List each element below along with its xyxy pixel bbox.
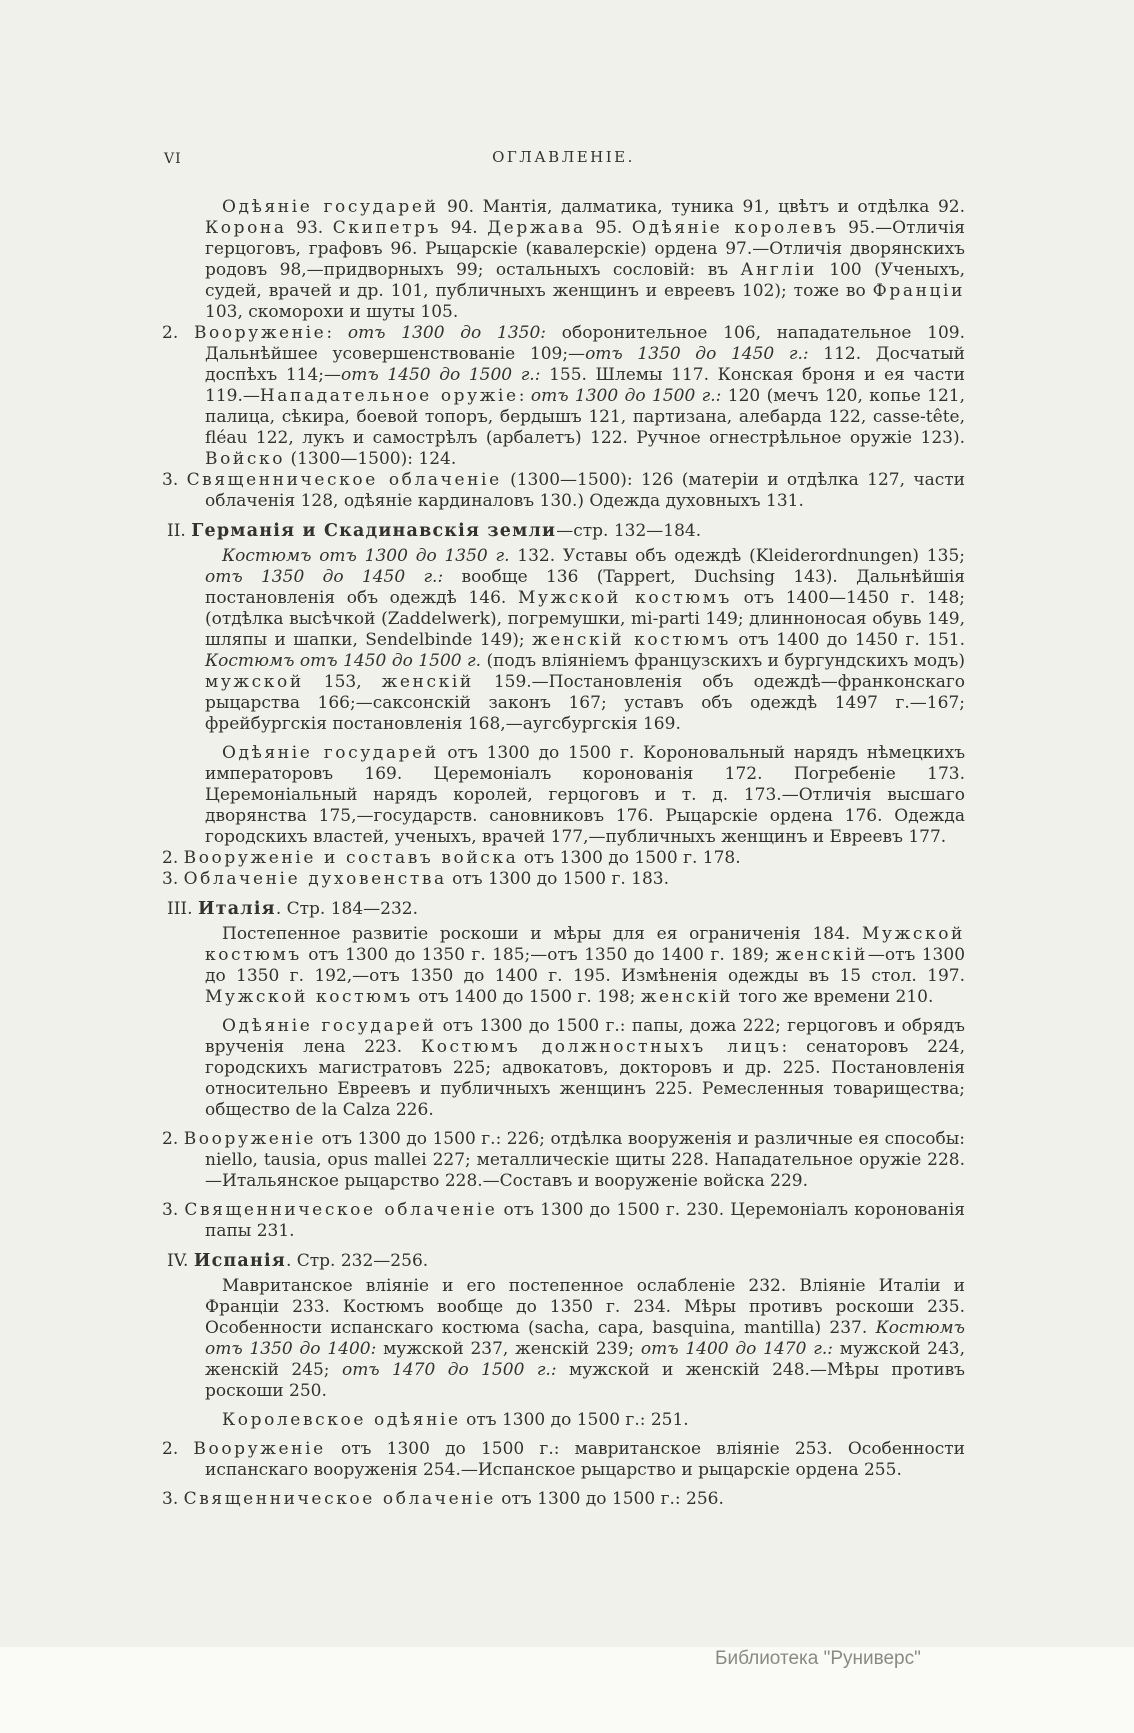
text-run: —стр. 132—184. (556, 521, 702, 541)
text-run: Мужской костюмъ (205, 924, 965, 965)
text-run: Одѣяніе государей (222, 1016, 437, 1036)
text-run: 3. (162, 470, 187, 490)
text-run: 103, скоморохи и шуты 105. (205, 302, 459, 322)
text-run: отъ 1300 до 1500 г.: 256. (495, 1489, 724, 1509)
text-run: Держава (487, 218, 586, 238)
text-run: 153, (303, 672, 382, 692)
text-run: отъ 1400—1450 г. 148; (отдѣлка высѣчкой (Zaddelwerk), погремушки, mi-parti 149; длинноносая обувь 149, шляпы и шапки, Sendelbinde 149); (205, 588, 965, 650)
text-run: Одѣяніе государей (222, 743, 439, 763)
section-germany (162, 521, 965, 542)
text-run: отъ 1300 до 1500 г.: 226; отдѣлка вооруженія и различные ея способы: niello, tausia, opus mallei 227; металлическіе щиты 228. Нападательное оружіе 228.—Итальянское рыцарство 228.—Составъ и вооруженіе войска 229. (205, 1129, 965, 1191)
text-run: Вооруженіе (193, 323, 327, 343)
text-run: Одѣяніе королевъ (631, 218, 839, 238)
text-run: Мужской костюмъ (205, 987, 413, 1007)
text-run: IV. (167, 1251, 194, 1271)
italy-costume-para (162, 924, 965, 1008)
text-run: 93. (286, 218, 333, 238)
text-run: отъ 1350 до 1450 г.: (585, 344, 809, 364)
text-run: : сенаторовъ 224, городскихъ магистратовъ 225; адвокатовъ, докторовъ и др. 225. Постановленія относительно Евреевъ и публичныхъ женщинъ 225. Ремесленныя товарищества; общество de la Calza 226. (205, 1037, 965, 1120)
text-run: вообще 136 (Tappert, Duchsing 143). Дальнѣйшія постановленія объ одеждѣ 146. (205, 567, 966, 608)
text-run: Франціи (872, 281, 965, 301)
text-run: : (518, 386, 531, 406)
text-run: 94. (441, 218, 488, 238)
text-run: 3. (162, 1489, 184, 1509)
text-run: отъ 1470 до 1500 г.: (341, 1360, 557, 1380)
text-run: мужской 243, женскій 245; (205, 1339, 965, 1380)
text-run: отъ 1300 до 1500 г. 183. (446, 869, 670, 889)
text-run: . Стр. 184—232. (275, 899, 419, 919)
text-run: отъ 1300 до 1500 г. Короновальный нарядъ нѣмецкихъ императоровъ 169. Церемоніалъ коронованія 172. Погребеніе 173. Церемоніальный нарядъ королей, герцоговъ и т. д. 173.—Отличія высшаго дворянства 175,—государств. сановниковъ 176. Рыцарскіе ордена 176. Одежда городскихъ властей, ученыхъ, врачей 177,—публичныхъ женщинъ и Евреевъ 177. (205, 743, 966, 847)
text-run: 3. (162, 1200, 185, 1220)
text-run: отъ 1300 до 1500 г. 178. (518, 848, 741, 868)
text-run: Испанія (193, 1251, 286, 1271)
text-run: 120 (мечъ 120, копье 121, палица, сѣкира, боевой топоръ, бердышъ 121, партизана, алебарда 122, casse-tête, fléau 122, лукъ и самострѣлъ (арбалетъ) 122. Ручное огнестрѣльное оружіе 123). (205, 386, 966, 448)
text-run: Одѣяніе государей (222, 197, 439, 217)
spain-costume-para (162, 1276, 965, 1402)
text-run: 159.—Постановленія объ одеждѣ—франконскаго рыцарства 166;—саксонскій законъ 167; уставъ объ одеждѣ 1497 г.—167; фрейбургскія постановленія 168,—аугсбургскія 169. (205, 672, 965, 734)
footer-band (0, 1647, 1134, 1733)
text-run: Войско (205, 449, 286, 469)
text-run: Вооруженіе (193, 1439, 326, 1459)
france-rulers-costume-para (162, 197, 965, 323)
text-run: Королевское одѣяніе (222, 1410, 461, 1430)
germany-rulers-para (162, 743, 965, 848)
text-run: (подъ вліяніемъ французскихъ и бургундскихъ модъ) (481, 651, 965, 671)
spain-armament-item (162, 1439, 965, 1481)
text-run: Священническое облаченіе (184, 1200, 498, 1220)
text-run: женскій (640, 987, 733, 1007)
text-run: женскій (775, 945, 868, 965)
text-run: Корона (205, 218, 287, 238)
text-run: Мавританское вліяніе и его постепенное ослабленіе 232. Вліяніе Италіи и Франціи 233. Костюмъ вообще до 1350 г. 234. Мѣры противъ роскоши 235. Особенности испанскаго костюма (sacha, capa, basquina, mantilla) 237. (205, 1276, 965, 1338)
text-run: Священническое облаченіе (183, 1489, 496, 1509)
text-run: отъ 1300 до 1350: (347, 323, 547, 343)
text-run: 2. (162, 1439, 194, 1459)
italy-clergy-item (162, 1200, 965, 1242)
text-run: мужской (205, 672, 304, 692)
france-clergy-item (162, 470, 965, 512)
text-run: мужской 237, женскій 239; (376, 1339, 641, 1359)
text-run: 2. (162, 323, 194, 343)
text-run: Вооруженіе (183, 1129, 317, 1149)
text-run: отъ 1400 до 1470 г.: (640, 1339, 833, 1359)
text-run: 132. Уставы объ одеждѣ (Kleiderordnungen) 135; (509, 546, 965, 566)
text-run: III. (167, 899, 198, 919)
text-run: 95.—Отличія герцоговъ, графовъ 96. Рыцарскіе (кавалерскіе) ордена 97.—Отличія дворянскихъ родовъ 98,—придворныхъ 99; остальныхъ сословій: въ (205, 218, 966, 280)
section-spain (162, 1251, 965, 1272)
text-run: Священническое облаченіе (186, 470, 502, 490)
text-run: мужской и женскій 248.—Мѣры противъ роскоши 250. (205, 1360, 965, 1401)
text-run: 95. (585, 218, 632, 238)
text-run: отъ 1300 до 1500 г. 230. Церемоніалъ коронованія папы 231. (205, 1200, 965, 1241)
text-run: отъ 1300 до 1350 г. 185;—отъ 1350 до 1400 г. 189; (301, 945, 776, 965)
italy-rulers-para (162, 1016, 965, 1121)
library-watermark: Библиотека "Руниверс" (715, 1648, 921, 1669)
text-run: Нападательное оружіе (259, 386, 519, 406)
text-run: 2. (162, 1129, 184, 1149)
germany-armament-item (162, 848, 965, 869)
page-number: VI (164, 151, 182, 167)
running-title: ОГЛАВЛЕНІЕ. (492, 148, 635, 166)
text-run: 112. Досчатый доспѣхъ 114;— (205, 344, 965, 385)
text-run: отъ 1300 до 1500 г.: папы, дожа 222; герцоговъ и обрядъ врученія лена 223. (205, 1016, 965, 1057)
text-run: Вооруженіе и составъ войска (183, 848, 519, 868)
text-run: Костюмъ должностныхъ лицъ (420, 1037, 782, 1057)
text-run: 100 (Ученыхъ, судей, врачей и др. 101, публичныхъ женщинъ и евреевъ 102); тоже во (205, 260, 966, 301)
germany-clergy-item (162, 869, 965, 890)
toc-blocks (162, 197, 965, 1510)
text-run: 2. (162, 848, 184, 868)
text-run: Скипетръ (332, 218, 442, 238)
text-run: Костюмъ отъ 1450 до 1500 г. (205, 651, 482, 671)
text-run: того же времени 210. (732, 987, 934, 1007)
text-run: Мужской костюмъ (517, 588, 732, 608)
text-run: 155. Шлемы 117. Конская броня и ея части 119.— (205, 365, 966, 406)
spain-royal-costume-para (162, 1410, 965, 1431)
text-run: отъ 1450 до 1500 г.: (341, 365, 541, 385)
text-run: Италія (197, 899, 276, 919)
spain-clergy-item (162, 1489, 965, 1510)
text-run: отъ 1400 до 1450 г. 151. (730, 630, 965, 650)
text-run: (1300—1500): 126 (матеріи и отдѣлка 127, части облаченія 128, одѣяніе кардиналовъ 130.) Одежда духовныхъ 131. (205, 470, 965, 511)
text-run: . Стр. 232—256. (285, 1251, 429, 1271)
text-run: Костюмъ отъ 1300 до 1350 г. (222, 546, 510, 566)
text-run: (1300—1500): 124. (285, 449, 457, 469)
text-run: —отъ 1300 до 1350 г. 192,—отъ 1350 до 1400 г. 195. Измѣненія одежды въ 15 стол. 197. (205, 945, 966, 986)
text-run: отъ 1400 до 1500 г. 198; (412, 987, 641, 1007)
text-run: отъ 1300 до 1500 г.: 251. (460, 1410, 689, 1430)
text-run: 90. Мантія, далматика, туника 91, цвѣтъ и отдѣлка 92. (438, 197, 966, 217)
germany-costume-para (162, 546, 965, 735)
text-run: оборонительное 106, нападательное 109. Дальнѣйшее усовершенствованіе 109;— (205, 323, 965, 364)
text-run: отъ 1300 до 1500 г.: мавританское вліяніе 253. Особенности испанскаго вооруженія 254.—Испанское рыцарство и рыцарскіе ордена 255. (205, 1439, 966, 1480)
text-run: : (326, 323, 348, 343)
text-run: отъ 1300 до 1500 г.: (530, 386, 722, 406)
france-armament-item (162, 323, 965, 470)
section-italy (162, 899, 965, 920)
text-run: Костюмъ отъ 1350 до 1400: (205, 1318, 965, 1359)
text-run: женскій костюмъ (532, 630, 731, 650)
text-run: отъ 1350 до 1450 г.: (205, 567, 444, 587)
text-run: Постепенное развитіе роскоши и мѣры для ея ограниченія 184. (222, 924, 863, 944)
text-run: Англіи (740, 260, 817, 280)
text-run: Облаченіе духовенства (183, 869, 447, 889)
text-run: Германія и Скадинавскія земли (191, 521, 557, 541)
text-run: 3. (162, 869, 184, 889)
text-run: II. (167, 521, 192, 541)
italy-armament-item (162, 1129, 965, 1192)
text-run: женскій (381, 672, 474, 692)
